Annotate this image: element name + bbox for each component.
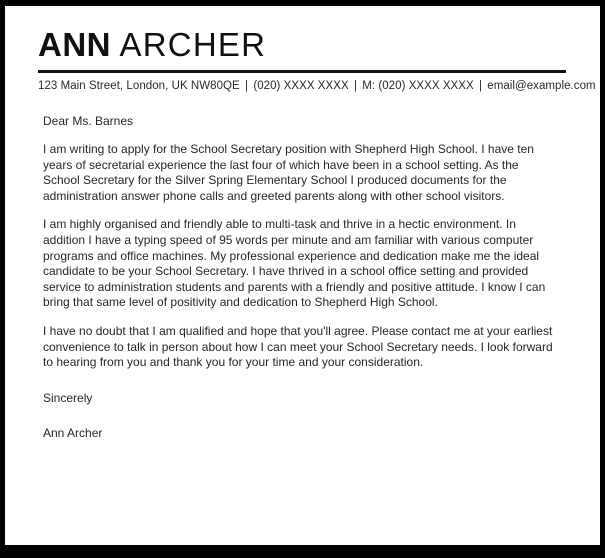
body-paragraph-3: I have no doubt that I am qualified and hope that you'll agree. Please contact me at your earliest convenience to talk in person about how I can meet your School Secretary needs. I look forward to hearing from you and thank you for your time and your consideration. (43, 323, 553, 370)
contact-phone: (020) XXXX XXXX (253, 80, 349, 92)
contact-mobile: M: (020) XXXX XXXX (362, 80, 474, 92)
letterhead (38, 26, 596, 96)
applicant-last-name: ARCHER (111, 26, 267, 63)
salutation: Dear Ms. Barnes (43, 114, 134, 128)
contact-separator-1: | (245, 80, 249, 92)
contact-email: email@example.com (487, 80, 596, 92)
closing-salutation: Sincerely (43, 390, 93, 405)
body-paragraph-2: I am highly organised and friendly able to multi-task and thrive in a hectic environment. In addition I have a typing speed of 95 words per minute and am familiar with various computer programs and office machines. My professional experience and dedication make me the ideal candidate to be your School Secretary. I have thrived in a school office setting and provided service to administration students and parents with a friendly and positive attitude. I know I can bring that same level of positivity and dedication to Shepherd High School. (43, 217, 546, 310)
applicant-first-name: ANN (38, 26, 111, 63)
applicant-name (38, 26, 572, 64)
contact-separator-2: | (353, 80, 357, 92)
document-sheet (5, 6, 600, 545)
body-paragraph-1: I am writing to apply for the School Secretary position with Shepherd High School. I have ten years of secretarial experience the last four of which have been in a school setting. As the School Secretary for the Silver Spring Elementary School I produced documents for the administration answer phone calls and greeted parents along with other school visitors. (43, 142, 534, 203)
contact-address: 123 Main Street, London, UK NW80QE (38, 80, 240, 92)
signature-name: Ann Archer (43, 425, 103, 440)
contact-info-line (38, 79, 596, 94)
letter-body (38, 113, 553, 441)
contact-separator-3: | (478, 80, 483, 92)
letterhead-divider (38, 70, 566, 73)
